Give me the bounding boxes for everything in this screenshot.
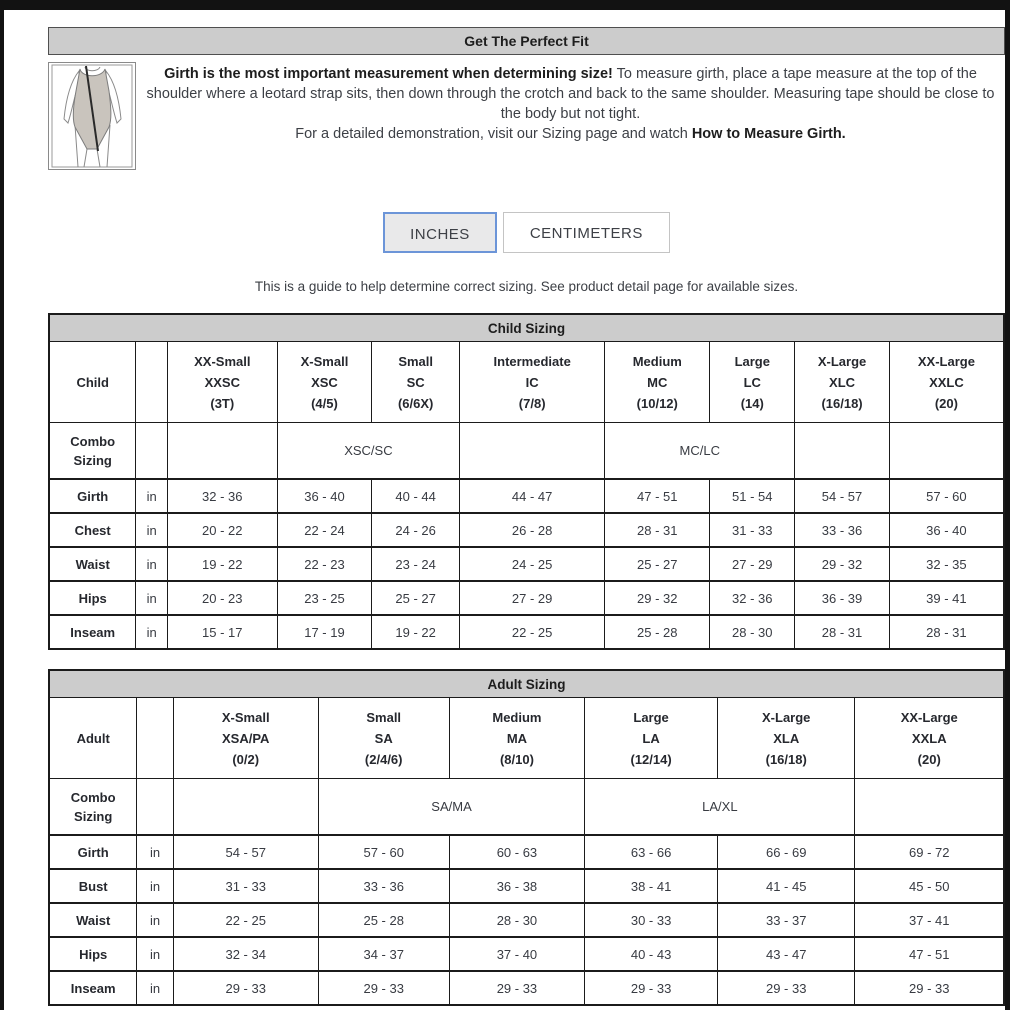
range-value-cell: 29 - 33 — [449, 971, 585, 1005]
range-value-cell: 19 - 22 — [372, 615, 460, 649]
range-value-cell: 38 - 41 — [585, 869, 718, 903]
measurement-label: Hips — [49, 937, 137, 971]
range-value-cell: 19 - 22 — [167, 547, 277, 581]
range-value-cell: 22 - 23 — [277, 547, 372, 581]
combo-row-label: Combo Sizing — [49, 779, 137, 836]
range-value-cell: 51 - 54 — [710, 479, 795, 513]
range-value-cell: 26 - 28 — [460, 513, 605, 547]
range-value-cell: 29 - 33 — [318, 971, 449, 1005]
unit-column-header — [136, 342, 168, 423]
range-value-cell: 41 - 45 — [717, 869, 855, 903]
range-value-cell: 33 - 36 — [318, 869, 449, 903]
range-value-cell: 20 - 22 — [167, 513, 277, 547]
range-value-cell: 24 - 26 — [372, 513, 460, 547]
table-title-row — [49, 670, 1004, 698]
range-value-cell: 37 - 40 — [449, 937, 585, 971]
range-value-cell: 47 - 51 — [855, 937, 1004, 971]
demo-line-bold: How to Measure Girth. — [691, 126, 846, 142]
combo-cell — [460, 423, 605, 480]
measurement-label: Waist — [49, 903, 137, 937]
range-value-cell: 57 - 60 — [889, 479, 1004, 513]
range-value-cell: 20 - 23 — [167, 581, 277, 615]
range-value-cell: 37 - 41 — [855, 903, 1004, 937]
adult-sizing-table — [48, 669, 1005, 1006]
centimeters-button[interactable]: CENTIMETERS — [503, 212, 670, 253]
range-value-cell: 57 - 60 — [318, 835, 449, 869]
range-value-cell: 27 - 29 — [460, 581, 605, 615]
inches-button[interactable]: INCHES — [383, 212, 497, 253]
range-value-cell: 47 - 51 — [605, 479, 710, 513]
size-column-header: XX-Small XXSC (3T) — [167, 342, 277, 423]
table-title-row — [49, 314, 1004, 342]
unit-cell: in — [137, 903, 173, 937]
combo-row-label: Combo Sizing — [49, 423, 136, 480]
combo-cell: XSC/SC — [277, 423, 459, 480]
unit-cell: in — [136, 581, 168, 615]
range-value-cell: 28 - 31 — [795, 615, 890, 649]
range-value-cell: 32 - 34 — [173, 937, 318, 971]
size-column-header: Intermediate IC (7/8) — [460, 342, 605, 423]
table-title: Child Sizing — [49, 314, 1004, 342]
size-column-header: X-Large XLA (16/18) — [717, 698, 855, 779]
unit-cell: in — [136, 547, 168, 581]
demo-line — [140, 124, 1001, 144]
range-value-cell: 36 - 40 — [889, 513, 1004, 547]
combo-sizing-row — [49, 423, 1004, 480]
measurement-row — [49, 547, 1004, 581]
screenshot-left-border — [0, 0, 4, 1010]
range-value-cell: 63 - 66 — [585, 835, 718, 869]
demo-line-text: For a detailed demonstration, visit our Sizing page and watch — [295, 126, 692, 142]
range-value-cell: 32 - 36 — [167, 479, 277, 513]
measurement-label: Waist — [49, 547, 136, 581]
measurement-label: Girth — [49, 835, 137, 869]
range-value-cell: 28 - 30 — [449, 903, 585, 937]
sizing-guide-page — [48, 27, 1005, 1006]
intro-section — [48, 62, 1005, 170]
leotard-girth-measurement-diagram-image — [48, 62, 136, 170]
unit-cell: in — [137, 835, 173, 869]
intro-bold-lead: Girth is the most important measurement when determining size! — [164, 66, 613, 82]
range-value-cell: 25 - 27 — [372, 581, 460, 615]
range-value-cell: 28 - 31 — [889, 615, 1004, 649]
combo-cell: MC/LC — [605, 423, 795, 480]
combo-cell — [795, 423, 890, 480]
size-column-header: XX-Large XXLA (20) — [855, 698, 1004, 779]
range-value-cell: 25 - 28 — [318, 903, 449, 937]
range-value-cell: 45 - 50 — [855, 869, 1004, 903]
measurement-label: Hips — [49, 581, 136, 615]
range-value-cell: 25 - 28 — [605, 615, 710, 649]
range-value-cell: 69 - 72 — [855, 835, 1004, 869]
size-column-header: X-Small XSA/PA (0/2) — [173, 698, 318, 779]
leotard-diagram-icon — [49, 63, 135, 169]
range-value-cell: 24 - 25 — [460, 547, 605, 581]
range-value-cell: 40 - 43 — [585, 937, 718, 971]
size-column-header: Medium MC (10/12) — [605, 342, 710, 423]
range-value-cell: 15 - 17 — [167, 615, 277, 649]
range-value-cell: 31 - 33 — [710, 513, 795, 547]
combo-cell: LA/XL — [585, 779, 855, 836]
range-value-cell: 28 - 30 — [710, 615, 795, 649]
range-value-cell: 44 - 47 — [460, 479, 605, 513]
range-value-cell: 39 - 41 — [889, 581, 1004, 615]
size-column-header: Large LA (12/14) — [585, 698, 718, 779]
range-value-cell: 31 - 33 — [173, 869, 318, 903]
range-value-cell: 29 - 33 — [855, 971, 1004, 1005]
range-value-cell: 66 - 69 — [717, 835, 855, 869]
size-column-header: Small SA (2/4/6) — [318, 698, 449, 779]
unit-cell: in — [137, 869, 173, 903]
page-title: Get The Perfect Fit — [48, 27, 1005, 55]
combo-cell — [167, 423, 277, 480]
range-value-cell: 33 - 36 — [795, 513, 890, 547]
range-value-cell: 29 - 32 — [795, 547, 890, 581]
range-value-cell: 28 - 31 — [605, 513, 710, 547]
size-column-header: Small SC (6/6X) — [372, 342, 460, 423]
range-value-cell: 30 - 33 — [585, 903, 718, 937]
screenshot-right-border — [1005, 0, 1010, 1010]
size-column-header: X-Small XSC (4/5) — [277, 342, 372, 423]
range-value-cell: 36 - 40 — [277, 479, 372, 513]
range-value-cell: 29 - 32 — [605, 581, 710, 615]
measurement-row — [49, 513, 1004, 547]
unit-cell: in — [137, 971, 173, 1005]
sizing-note: This is a guide to help determine correct sizing. See product detail page for available sizes. — [254, 279, 799, 294]
measurement-label: Inseam — [49, 971, 137, 1005]
group-label: Child — [49, 342, 136, 423]
unit-cell: in — [137, 937, 173, 971]
size-column-header: Large LC (14) — [710, 342, 795, 423]
range-value-cell: 29 - 33 — [717, 971, 855, 1005]
range-value-cell: 27 - 29 — [710, 547, 795, 581]
unit-column-header — [137, 698, 173, 779]
measurement-label: Girth — [49, 479, 136, 513]
unit-toggle — [48, 212, 1005, 253]
unit-cell: in — [136, 513, 168, 547]
unit-cell: in — [136, 479, 168, 513]
child-sizing-table — [48, 313, 1005, 650]
measurement-row — [49, 971, 1004, 1005]
intro-paragraph — [140, 64, 1001, 124]
table-title: Adult Sizing — [49, 670, 1004, 698]
range-value-cell: 22 - 25 — [173, 903, 318, 937]
measurement-row — [49, 869, 1004, 903]
combo-unit-cell — [136, 423, 168, 480]
range-value-cell: 54 - 57 — [795, 479, 890, 513]
unit-cell: in — [136, 615, 168, 649]
combo-cell — [173, 779, 318, 836]
range-value-cell: 23 - 25 — [277, 581, 372, 615]
range-value-cell: 25 - 27 — [605, 547, 710, 581]
measurement-label: Chest — [49, 513, 136, 547]
measurement-label: Inseam — [49, 615, 136, 649]
intro-text — [136, 62, 1005, 170]
range-value-cell: 34 - 37 — [318, 937, 449, 971]
measurement-row — [49, 479, 1004, 513]
measurement-row — [49, 581, 1004, 615]
range-value-cell: 36 - 38 — [449, 869, 585, 903]
range-value-cell: 32 - 36 — [710, 581, 795, 615]
measurement-row — [49, 937, 1004, 971]
measurement-row — [49, 903, 1004, 937]
size-header-row — [49, 342, 1004, 423]
screenshot-top-border — [0, 0, 1010, 10]
combo-sizing-row — [49, 779, 1004, 836]
range-value-cell: 54 - 57 — [173, 835, 318, 869]
combo-cell — [889, 423, 1004, 480]
measurement-row — [49, 835, 1004, 869]
range-value-cell: 36 - 39 — [795, 581, 890, 615]
range-value-cell: 22 - 24 — [277, 513, 372, 547]
range-value-cell: 32 - 35 — [889, 547, 1004, 581]
range-value-cell: 29 - 33 — [585, 971, 718, 1005]
range-value-cell: 17 - 19 — [277, 615, 372, 649]
intro-body-text: To measure girth, place a tape measure at the top of the shoulder where a leotard strap sits, then down through the crotch and back to the same shoulder. Measuring tape should be close to the body but not tight. — [146, 66, 995, 122]
group-label: Adult — [49, 698, 137, 779]
size-column-header: X-Large XLC (16/18) — [795, 342, 890, 423]
combo-cell: SA/MA — [318, 779, 584, 836]
measurement-label: Bust — [49, 869, 137, 903]
range-value-cell: 60 - 63 — [449, 835, 585, 869]
range-value-cell: 43 - 47 — [717, 937, 855, 971]
size-column-header: XX-Large XXLC (20) — [889, 342, 1004, 423]
size-header-row — [49, 698, 1004, 779]
combo-cell — [855, 779, 1004, 836]
range-value-cell: 33 - 37 — [717, 903, 855, 937]
range-value-cell: 29 - 33 — [173, 971, 318, 1005]
measurement-row — [49, 615, 1004, 649]
combo-unit-cell — [137, 779, 173, 836]
range-value-cell: 40 - 44 — [372, 479, 460, 513]
size-column-header: Medium MA (8/10) — [449, 698, 585, 779]
range-value-cell: 22 - 25 — [460, 615, 605, 649]
range-value-cell: 23 - 24 — [372, 547, 460, 581]
